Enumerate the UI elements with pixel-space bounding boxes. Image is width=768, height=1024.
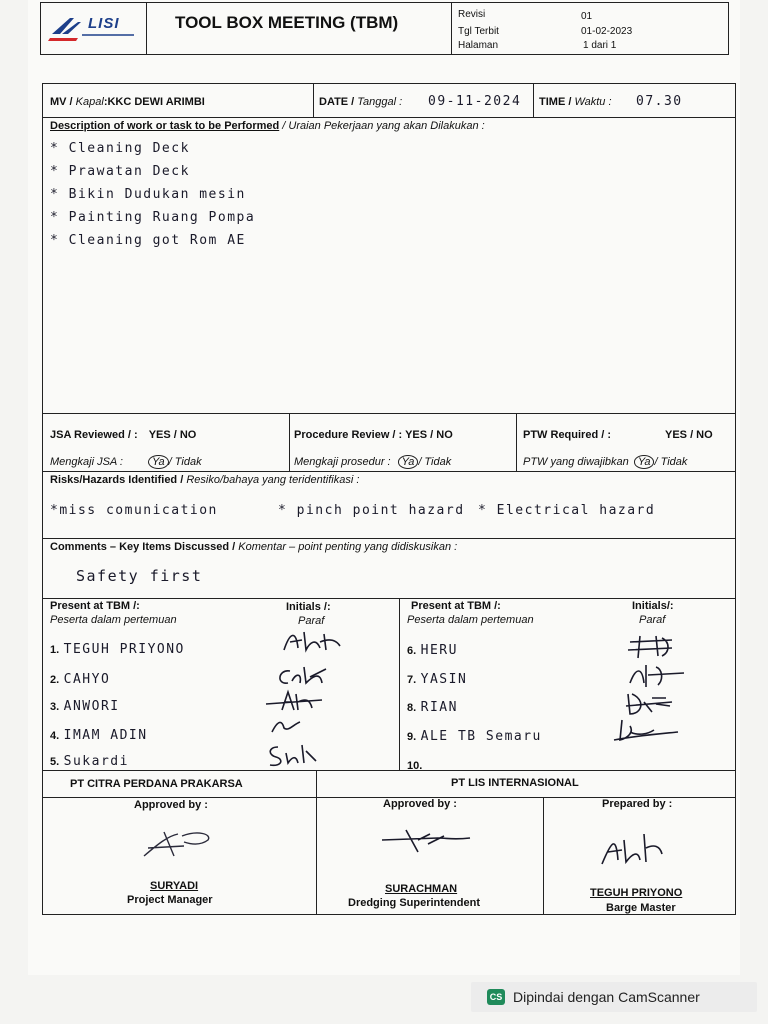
work-item: * Bikin Dudukan mesin <box>50 187 246 202</box>
terbit-label: Tgl Terbit <box>458 26 499 37</box>
present-label-right: Present at TBM /: <box>411 600 501 612</box>
halaman-value: 1 dari 1 <box>583 40 617 51</box>
approver-role: Dredging Superintendent <box>348 897 480 909</box>
attendee-row: 1. TEGUH PRIYONO <box>50 642 185 657</box>
form-title: TOOL BOX MEETING (TBM) <box>175 13 399 32</box>
halaman-label: Halaman <box>458 40 499 51</box>
initials-signature <box>264 741 320 769</box>
approver-signature <box>138 826 218 862</box>
work-item: * Painting Ruang Pompa <box>50 210 256 225</box>
camscanner-badge: CS <box>487 989 505 1005</box>
jsa-yes-no: YES / NO <box>148 429 197 441</box>
preparer-name: TEGUH PRIYONO <box>590 887 683 899</box>
attendee-row: 9. ALE TB Semaru <box>407 729 542 744</box>
approver-name: SURYADI <box>150 880 199 892</box>
attendee-row: 4. IMAM ADIN <box>50 728 148 743</box>
preparer-signature <box>596 830 668 870</box>
procedure-id: Mengkaji prosedur : Ya / Tidak <box>294 456 452 468</box>
revisi-label: Revisi <box>458 9 486 20</box>
prepared-by-label: Prepared by : <box>602 798 673 810</box>
date-value: 09-11-2024 <box>428 94 522 109</box>
work-item: * Cleaning Deck <box>50 141 190 156</box>
work-item: * Cleaning got Rom AE <box>50 233 246 248</box>
attendee-row: 7. YASIN <box>407 672 468 687</box>
ptw-id: PTW yang diwajibkan Ya / Tidak <box>523 456 688 468</box>
risk-item: * pinch point hazard <box>278 503 465 518</box>
jsa-reviewed: JSA Reviewed / : YES / NO <box>50 429 197 441</box>
comments-label: Comments – Key Items Discussed / Komentar – point penting yang didiskusikan : <box>50 541 458 553</box>
initials-signature <box>270 663 330 689</box>
attendee-row: 8. RIAN <box>407 700 458 715</box>
present-sub-left: Peserta dalam pertemuan <box>50 614 177 626</box>
time-field: TIME / Waktu : <box>539 96 612 108</box>
attendee-row: 2. CAHYO <box>50 672 111 687</box>
risk-item: * Electrical hazard <box>478 503 656 518</box>
initials-signature <box>280 628 344 654</box>
initials-signature <box>622 632 678 660</box>
date-field: DATE / Tanggal : <box>319 96 403 108</box>
present-sub-right: Peserta dalam pertemuan <box>407 614 534 626</box>
time-value: 07.30 <box>636 94 683 109</box>
approver-signature <box>378 826 476 856</box>
revisi-value: 01 <box>581 11 593 22</box>
risk-item: *miss comunication <box>50 503 218 518</box>
company-logo <box>48 12 140 42</box>
risks-label: Risks/Hazards Identified / Resiko/bahaya yang teridentifikasi : <box>50 474 360 486</box>
approver-name: SURACHMAN <box>385 883 458 895</box>
initials-signature <box>622 690 676 718</box>
attendee-row: 3. ANWORI <box>50 699 120 714</box>
vessel-field: MV / Kapal:KKC DEWI ARIMBI <box>50 96 205 108</box>
initials-label-right: Initials/: <box>632 600 674 612</box>
initials-signature <box>608 716 680 744</box>
company-right: PT LIS INTERNASIONAL <box>451 777 579 789</box>
work-item: * Prawatan Deck <box>50 164 190 179</box>
procedure-ya-circled: Ya <box>398 455 419 469</box>
initials-sub-right: Paraf <box>639 614 666 626</box>
initials-label-left: Initials /: <box>286 601 331 613</box>
approver-role: Project Manager <box>127 894 213 906</box>
present-label-left: Present at TBM /: <box>50 600 140 612</box>
initials-sub-left: Paraf <box>298 615 325 627</box>
procedure-review: Procedure Review / : YES / NO <box>294 429 453 441</box>
logo-text: LISI <box>88 15 120 32</box>
jsa-id: Mengkaji JSA : Ya / Tidak <box>50 456 202 468</box>
initials-signature <box>622 661 688 689</box>
attendee-row: 10. <box>407 760 423 772</box>
approved-by-label: Approved by : <box>134 799 208 811</box>
procedure-yes-no: YES / NO <box>405 429 453 441</box>
ptw-yes-no: YES / NO <box>665 429 713 441</box>
jsa-ya-circled: Ya <box>148 455 169 469</box>
vessel-value: :KKC DEWI ARIMBI <box>103 96 205 108</box>
terbit-value: 01-02-2023 <box>581 26 633 37</box>
attendee-row: 5. Sukardi <box>50 754 129 769</box>
camscanner-text: Dipindai dengan CamScanner <box>513 989 700 1005</box>
initials-signature <box>266 714 306 736</box>
work-label: Description of work or task to be Performed / Uraian Pekerjaan yang akan Dilakukan : <box>50 120 485 132</box>
attendee-row: 6. HERU <box>407 643 458 658</box>
company-left: PT CITRA PERDANA PRAKARSA <box>70 778 243 790</box>
initials-signature <box>262 688 328 714</box>
preparer-role: Barge Master <box>606 902 676 914</box>
ptw-required: PTW Required / : <box>523 429 611 441</box>
ptw-ya-circled: Ya <box>634 455 655 469</box>
approved-by-label: Approved by : <box>383 798 457 810</box>
work-list <box>50 137 255 252</box>
comments-value: Safety first <box>76 567 203 585</box>
camscanner-watermark <box>471 982 757 1012</box>
